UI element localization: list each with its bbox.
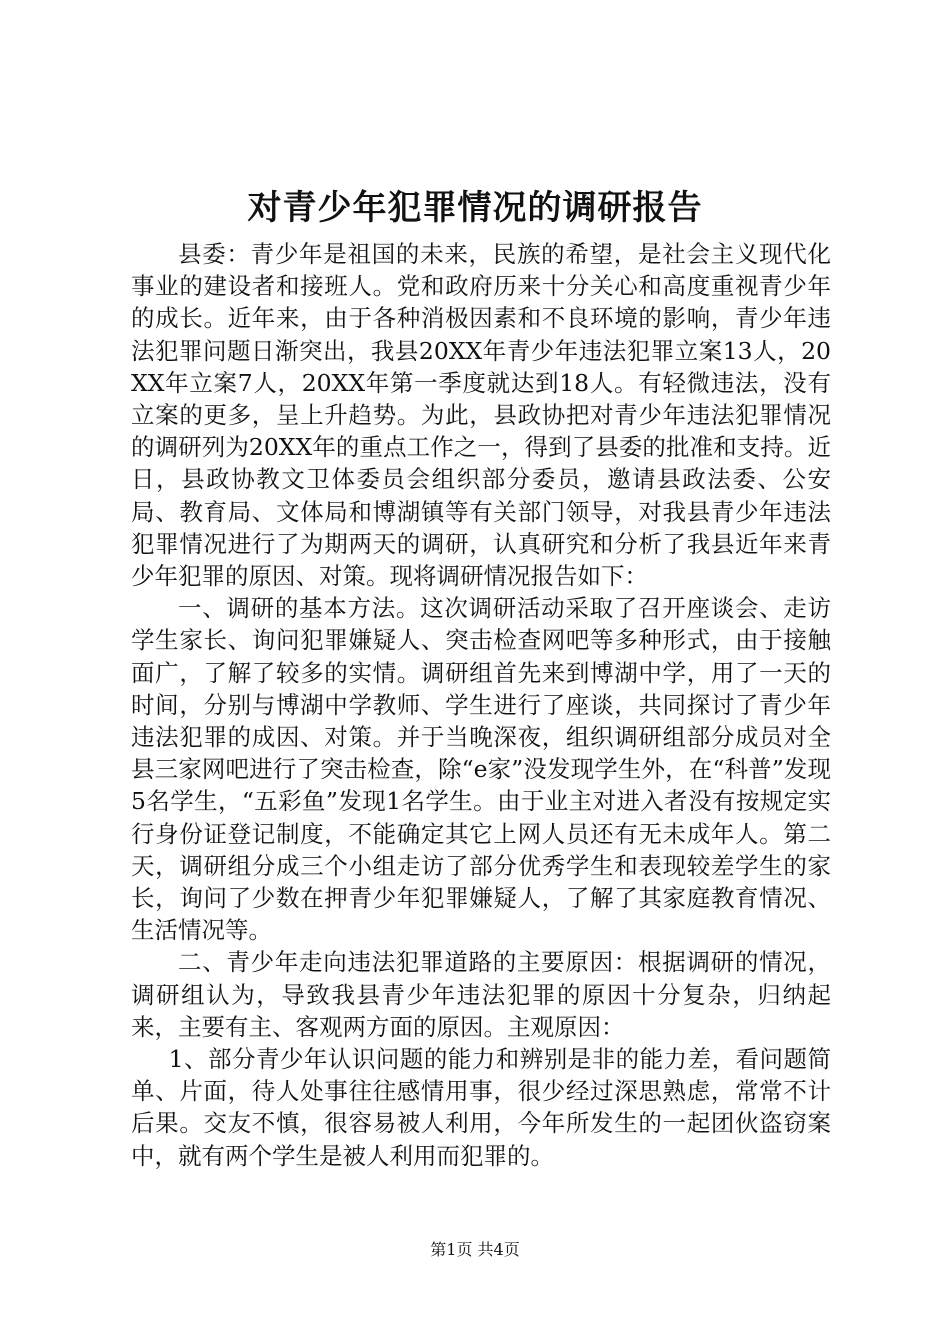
page-number-footer: 第1页 共4页	[430, 1240, 520, 1259]
paragraph-methods: 一、调研的基本方法。这次调研活动采取了召开座谈会、走访学生家长、询问犯罪嫌疑人、突击检查网吧等多种形式，由于接触面广，了解了较多的实情。调研组首先来到博湖中学，用了一天的时间，分别与博湖中学教师、学生进行了座谈，共同探讨了青少年违法犯罪的成因、对策。并于当晚深夜，组织调研组部分成员对全县三家网吧进行了突击检查，除“e家”没发现学生外，在“科普”发现5名学生，“五彩鱼”发现1名学生。由于业主对进入者没有按规定实行身份证登记制度，不能确定其它上网人员还有无未成年人。第二天，调研组分成三个小组走访了部分优秀学生和表现较差学生的家长，询问了少数在押青少年犯罪嫌疑人，了解了其家庭教育情况、生活情况等。	[131, 594, 831, 945]
document-title: 对青少年犯罪情况的调研报告	[247, 188, 703, 228]
document-body	[131, 238, 831, 1172]
paragraph-causes: 二、青少年走向违法犯罪道路的主要原因：根据调研的情况，调研组认为，导致我县青少年违法犯罪的原因十分复杂，归纳起来，主要有主、客观两方面的原因。主观原因：	[131, 948, 831, 1041]
paragraph-intro: 县委：青少年是祖国的未来，民族的希望，是社会主义现代化事业的建设者和接班人。党和政府历来十分关心和高度重视青少年的成长。近年来，由于各种消极因素和不良环境的影响，青少年违法犯罪问题日渐突出，我县20XX年青少年违法犯罪立案13人，20XX年立案7人，20XX年第一季度就达到18人。有轻微违法，没有立案的更多，呈上升趋势。为此，县政协把对青少年违法犯罪情况的调研列为20XX年的重点工作之一，得到了县委的批准和支持。近日，县政协教文卫体委员会组织部分委员，邀请县政法委、公安局、教育局、文体局和博湖镇等有关部门领导，对我县青少年违法犯罪情况进行了为期两天的调研，认真研究和分析了我县近年来青少年犯罪的原因、对策。现将调研情况报告如下：	[131, 240, 831, 591]
paragraph-cause-1: 1、部分青少年认识问题的能力和辨别是非的能力差，看问题简单、片面，待人处事往往感情用事，很少经过深思熟虑，常常不计后果。交友不慎，很容易被人利用，今年所发生的一起团伙盗窃案中，就有两个学生是被人利用而犯罪的。	[131, 1045, 831, 1170]
